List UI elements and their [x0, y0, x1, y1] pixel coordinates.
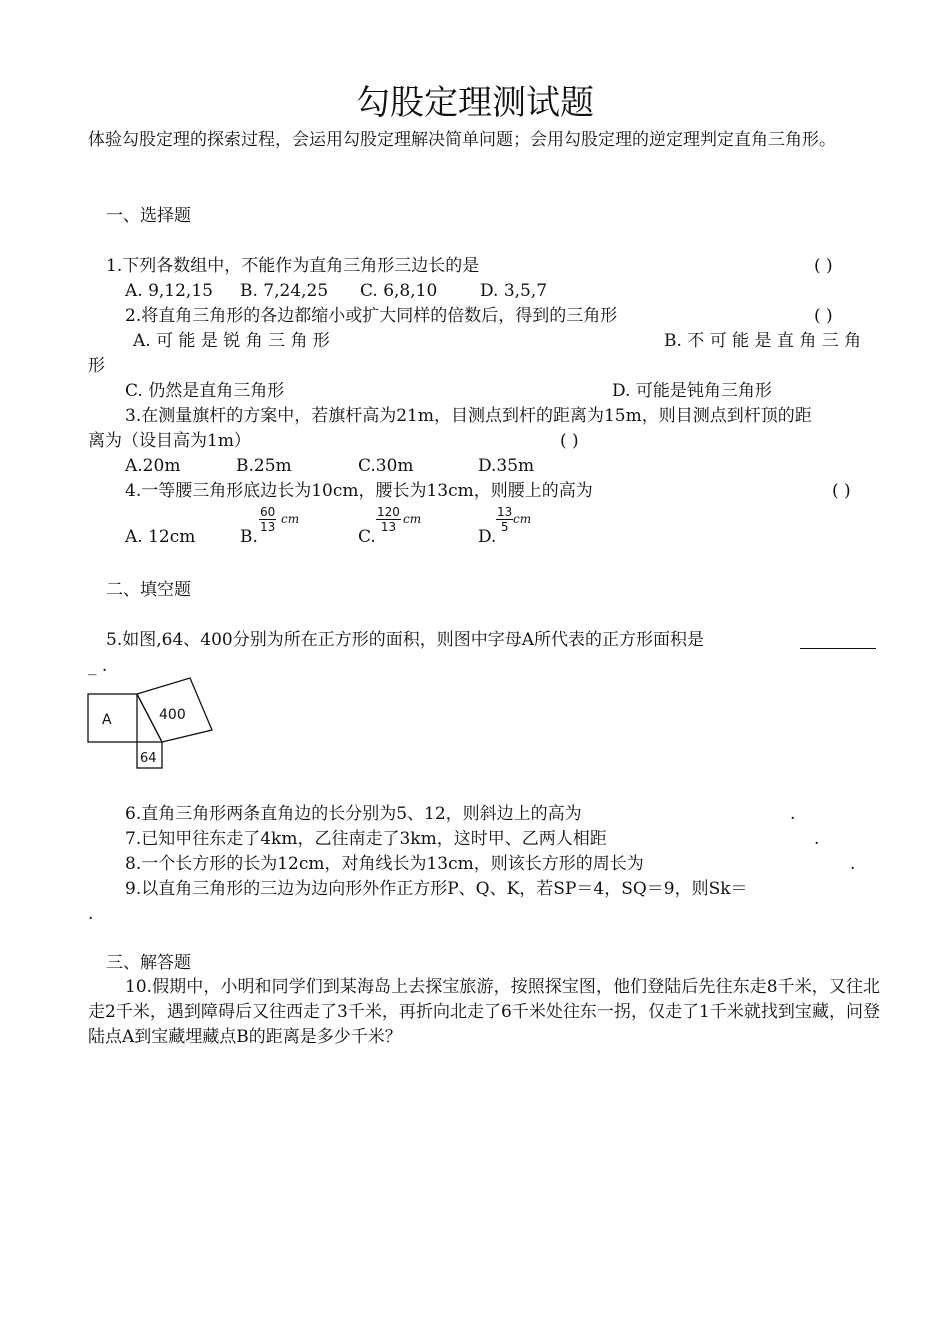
q1-stem: 1.下列各数组中，不能作为直角三角形三边长的是 — [106, 256, 480, 276]
q2-option-b-continued: 形 — [88, 356, 105, 376]
fraction-denominator: 5 — [500, 520, 509, 534]
q4-stem: 4.一等腰三角形底边长为10cm，腰长为13cm，则腰上的高为 — [125, 481, 593, 501]
fraction-numerator: 120 — [377, 505, 400, 519]
q9-blank-end: . — [88, 904, 94, 924]
q6-stem: 6.直角三角形两条直角边的长分别为5、12，则斜边上的高为 — [125, 804, 582, 824]
q4-option-d-label: D. — [478, 527, 497, 547]
q5-stem: 5.如图,64、400分别为所在正方形的面积，则图中字母A所代表的正方形面积是 — [106, 630, 704, 650]
q3-stem-line1: 3.在测量旗杆的方案中，若旗杆高为21m，目测点到杆的距离为15m，则目测点到杆顶的距 — [125, 406, 812, 426]
q7-stem: 7.已知甲往东走了4km，乙往南走了3km，这时甲、乙两人相距 — [125, 829, 607, 849]
q4-option-c-unit: cm — [403, 512, 422, 526]
q8-blank-end: . — [850, 854, 856, 874]
q4-option-b-fraction — [259, 506, 276, 533]
q4-option-d-fraction — [496, 506, 513, 533]
q3-option-b: B.25m — [236, 456, 292, 476]
q10-paragraph: 10.假期中，小明和同学们到某海岛上去探宝旅游，按照探宝图，他们登陆后先往东走8千米，又往北走2千米，遇到障碍后又往西走了3千米，再折向北走了6千米处往东一拐，仅走了1千米就找到宝藏，问登陆点A到宝藏埋藏点B的距离是多少千米？ — [88, 977, 880, 1047]
q4-option-c-label: C. — [358, 527, 376, 547]
q7-blank-end: . — [814, 829, 820, 849]
q2-option-c: C. 仍然是直角三角形 — [125, 381, 285, 401]
intro-paragraph: 体验勾股定理的探索过程，会运用勾股定理解决简单问题；会用勾股定理的逆定理判定直角三角形。 — [88, 130, 836, 150]
q2-answer-bracket: ( ) — [814, 306, 833, 326]
q2-option-b: B. 不 可 能 是 直 角 三 角 — [664, 331, 862, 351]
square-a — [88, 694, 137, 742]
q1-option-d: D. 3,5,7 — [480, 281, 548, 301]
q2-option-a: A. 可 能 是 锐 角 三 角 形 — [133, 331, 330, 351]
q5-answer-blank — [800, 648, 876, 649]
square-a-label: A — [102, 712, 112, 728]
q3-stem-line2: 离为（设目高为1m） — [88, 431, 251, 451]
section-heading-fill: 二、填空题 — [106, 580, 191, 600]
q8-stem: 8.一个长方形的长为12cm，对角线长为13cm，则该长方形的周长为 — [125, 854, 644, 874]
q2-stem: 2.将直角三角形的各边都缩小或扩大同样的倍数后，得到的三角形 — [125, 306, 618, 326]
q1-option-a: A. 9,12,15 — [125, 281, 213, 301]
q1-answer-bracket: ( ) — [814, 256, 833, 276]
q4-option-b-label: B. — [240, 527, 258, 547]
q4-option-a: A. 12cm — [125, 527, 196, 547]
section-heading-solve: 三、解答题 — [106, 953, 191, 973]
q3-option-a: A.20m — [125, 456, 181, 476]
square-400-label: 400 — [159, 707, 186, 723]
q3-option-c: C.30m — [358, 456, 414, 476]
q4-answer-bracket: ( ) — [832, 481, 851, 501]
q4-option-c-fraction — [376, 506, 401, 533]
fraction-denominator: 13 — [380, 520, 397, 534]
q1-option-c: C. 6,8,10 — [360, 281, 438, 301]
fraction-denominator: 13 — [260, 520, 276, 534]
q5-blank-tail: _ . — [88, 656, 108, 676]
q4-option-d-unit: cm — [513, 512, 532, 526]
q1-option-b: B. 7,24,25 — [240, 281, 329, 301]
q2-option-d: D. 可能是钝角三角形 — [612, 381, 772, 401]
square-64-label: 64 — [140, 751, 157, 766]
q9-stem: 9.以直角三角形的三边为边向形外作正方形P、Q、K，若SP＝4，SQ＝9，则Sk＝ — [125, 879, 748, 899]
section-heading-choice: 一、选择题 — [106, 206, 191, 226]
q6-blank-end: . — [790, 804, 796, 824]
q3-option-d: D.35m — [478, 456, 535, 476]
pythagoras-squares-figure — [84, 674, 224, 774]
page-title: 勾股定理测试题 — [356, 83, 594, 123]
q4-option-b-unit: cm — [281, 512, 300, 526]
fraction-numerator: 13 — [497, 505, 513, 519]
q3-answer-bracket: ( ) — [560, 431, 579, 451]
fraction-numerator: 60 — [260, 505, 276, 519]
